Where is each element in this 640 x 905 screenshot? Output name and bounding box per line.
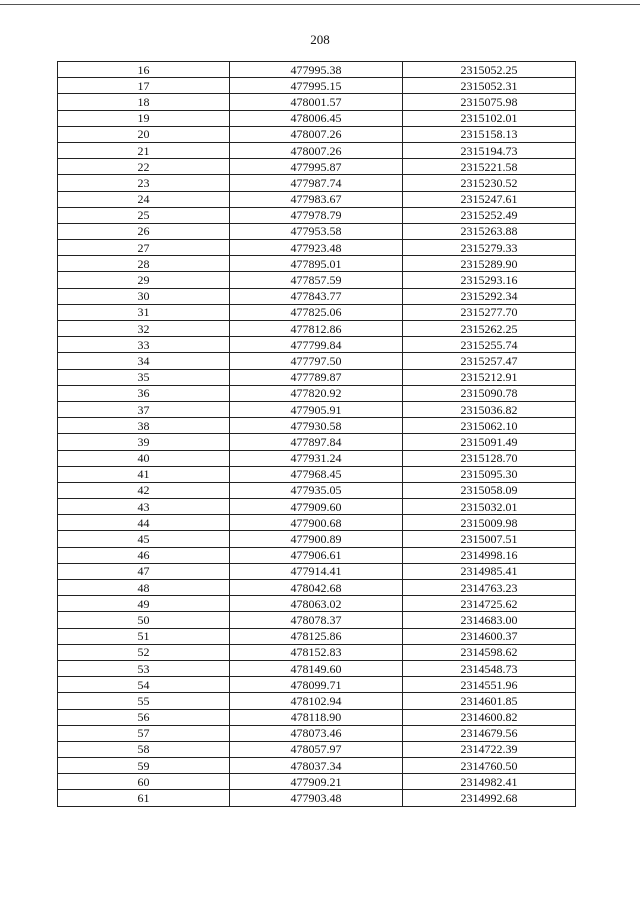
x-coordinate-cell: 477995.15 [230, 78, 403, 94]
point-number-cell: 38 [58, 418, 230, 434]
y-coordinate-cell: 2315263.88 [403, 223, 576, 239]
y-coordinate-cell: 2315221.58 [403, 159, 576, 175]
y-coordinate-cell: 2315158.13 [403, 126, 576, 142]
x-coordinate-cell: 477903.48 [230, 790, 403, 806]
y-coordinate-cell: 2314992.68 [403, 790, 576, 806]
table-row [58, 482, 576, 498]
table-row [58, 774, 576, 790]
point-number-cell: 34 [58, 353, 230, 369]
x-coordinate-cell: 477935.05 [230, 482, 403, 498]
table-row [58, 321, 576, 337]
y-coordinate-cell: 2314551.96 [403, 677, 576, 693]
point-number-cell: 39 [58, 434, 230, 450]
table-row [58, 547, 576, 563]
x-coordinate-cell: 477797.50 [230, 353, 403, 369]
x-coordinate-cell: 478149.60 [230, 660, 403, 676]
table-row [58, 175, 576, 191]
y-coordinate-cell: 2314763.23 [403, 580, 576, 596]
y-coordinate-cell: 2315058.09 [403, 482, 576, 498]
y-coordinate-cell: 2314548.73 [403, 660, 576, 676]
x-coordinate-cell: 477843.77 [230, 288, 403, 304]
table-row [58, 353, 576, 369]
table-row [58, 223, 576, 239]
point-number-cell: 26 [58, 223, 230, 239]
y-coordinate-cell: 2315095.30 [403, 466, 576, 482]
table-row [58, 758, 576, 774]
table-row [58, 385, 576, 401]
x-coordinate-cell: 477987.74 [230, 175, 403, 191]
point-number-cell: 49 [58, 596, 230, 612]
x-coordinate-cell: 478102.94 [230, 693, 403, 709]
point-number-cell: 58 [58, 741, 230, 757]
point-number-cell: 25 [58, 207, 230, 223]
y-coordinate-cell: 2315075.98 [403, 94, 576, 110]
table-row [58, 741, 576, 757]
x-coordinate-cell: 477995.38 [230, 62, 403, 78]
table-row [58, 126, 576, 142]
y-coordinate-cell: 2315032.01 [403, 499, 576, 515]
point-number-cell: 60 [58, 774, 230, 790]
table-row [58, 515, 576, 531]
table-row [58, 304, 576, 320]
y-coordinate-cell: 2314601.85 [403, 693, 576, 709]
x-coordinate-cell: 477923.48 [230, 240, 403, 256]
x-coordinate-cell: 478099.71 [230, 677, 403, 693]
table-row [58, 159, 576, 175]
y-coordinate-cell: 2314600.37 [403, 628, 576, 644]
y-coordinate-cell: 2315257.47 [403, 353, 576, 369]
point-number-cell: 48 [58, 580, 230, 596]
y-coordinate-cell: 2315052.25 [403, 62, 576, 78]
point-number-cell: 55 [58, 693, 230, 709]
point-number-cell: 30 [58, 288, 230, 304]
point-number-cell: 28 [58, 256, 230, 272]
y-coordinate-cell: 2314760.50 [403, 758, 576, 774]
x-coordinate-cell: 478001.57 [230, 94, 403, 110]
y-coordinate-cell: 2315102.01 [403, 110, 576, 126]
y-coordinate-cell: 2315009.98 [403, 515, 576, 531]
x-coordinate-cell: 478042.68 [230, 580, 403, 596]
x-coordinate-cell: 478037.34 [230, 758, 403, 774]
point-number-cell: 45 [58, 531, 230, 547]
x-coordinate-cell: 478073.46 [230, 725, 403, 741]
table-row [58, 725, 576, 741]
x-coordinate-cell: 477906.61 [230, 547, 403, 563]
coordinates-table-body [58, 62, 576, 807]
point-number-cell: 16 [58, 62, 230, 78]
point-number-cell: 51 [58, 628, 230, 644]
point-number-cell: 20 [58, 126, 230, 142]
y-coordinate-cell: 2314722.39 [403, 741, 576, 757]
y-coordinate-cell: 2315091.49 [403, 434, 576, 450]
point-number-cell: 23 [58, 175, 230, 191]
x-coordinate-cell: 477799.84 [230, 337, 403, 353]
y-coordinate-cell: 2315230.52 [403, 175, 576, 191]
point-number-cell: 41 [58, 466, 230, 482]
y-coordinate-cell: 2314725.62 [403, 596, 576, 612]
y-coordinate-cell: 2315247.61 [403, 191, 576, 207]
point-number-cell: 29 [58, 272, 230, 288]
table-row [58, 110, 576, 126]
table-row [58, 596, 576, 612]
table-row [58, 531, 576, 547]
y-coordinate-cell: 2314985.41 [403, 563, 576, 579]
point-number-cell: 44 [58, 515, 230, 531]
y-coordinate-cell: 2315062.10 [403, 418, 576, 434]
table-row [58, 563, 576, 579]
x-coordinate-cell: 477995.87 [230, 159, 403, 175]
table-row [58, 288, 576, 304]
y-coordinate-cell: 2314683.00 [403, 612, 576, 628]
x-coordinate-cell: 477930.58 [230, 418, 403, 434]
point-number-cell: 17 [58, 78, 230, 94]
x-coordinate-cell: 478007.26 [230, 142, 403, 158]
table-row [58, 272, 576, 288]
x-coordinate-cell: 477895.01 [230, 256, 403, 272]
x-coordinate-cell: 477857.59 [230, 272, 403, 288]
x-coordinate-cell: 477909.60 [230, 499, 403, 515]
x-coordinate-cell: 477978.79 [230, 207, 403, 223]
point-number-cell: 21 [58, 142, 230, 158]
table-row [58, 660, 576, 676]
x-coordinate-cell: 478125.86 [230, 628, 403, 644]
table-row [58, 693, 576, 709]
point-number-cell: 53 [58, 660, 230, 676]
table-row [58, 418, 576, 434]
table-row [58, 94, 576, 110]
point-number-cell: 31 [58, 304, 230, 320]
x-coordinate-cell: 478007.26 [230, 126, 403, 142]
point-number-cell: 32 [58, 321, 230, 337]
point-number-cell: 35 [58, 369, 230, 385]
table-row [58, 499, 576, 515]
point-number-cell: 43 [58, 499, 230, 515]
table-row [58, 644, 576, 660]
y-coordinate-cell: 2314998.16 [403, 547, 576, 563]
y-coordinate-cell: 2315289.90 [403, 256, 576, 272]
point-number-cell: 18 [58, 94, 230, 110]
table-row [58, 191, 576, 207]
x-coordinate-cell: 477812.86 [230, 321, 403, 337]
y-coordinate-cell: 2315007.51 [403, 531, 576, 547]
x-coordinate-cell: 477968.45 [230, 466, 403, 482]
x-coordinate-cell: 477914.41 [230, 563, 403, 579]
x-coordinate-cell: 477897.84 [230, 434, 403, 450]
y-coordinate-cell: 2314598.62 [403, 644, 576, 660]
point-number-cell: 22 [58, 159, 230, 175]
y-coordinate-cell: 2314982.41 [403, 774, 576, 790]
point-number-cell: 42 [58, 482, 230, 498]
coordinates-table [57, 61, 576, 807]
point-number-cell: 50 [58, 612, 230, 628]
y-coordinate-cell: 2315128.70 [403, 450, 576, 466]
x-coordinate-cell: 477900.89 [230, 531, 403, 547]
point-number-cell: 61 [58, 790, 230, 806]
point-number-cell: 57 [58, 725, 230, 741]
table-row [58, 78, 576, 94]
y-coordinate-cell: 2315090.78 [403, 385, 576, 401]
y-coordinate-cell: 2315279.33 [403, 240, 576, 256]
table-row [58, 450, 576, 466]
x-coordinate-cell: 478078.37 [230, 612, 403, 628]
y-coordinate-cell: 2315052.31 [403, 78, 576, 94]
table-row [58, 677, 576, 693]
x-coordinate-cell: 477900.68 [230, 515, 403, 531]
table-row [58, 337, 576, 353]
table-row [58, 580, 576, 596]
y-coordinate-cell: 2315212.91 [403, 369, 576, 385]
x-coordinate-cell: 477983.67 [230, 191, 403, 207]
y-coordinate-cell: 2315293.16 [403, 272, 576, 288]
point-number-cell: 46 [58, 547, 230, 563]
x-coordinate-cell: 478152.83 [230, 644, 403, 660]
x-coordinate-cell: 478057.97 [230, 741, 403, 757]
point-number-cell: 37 [58, 401, 230, 417]
y-coordinate-cell: 2315036.82 [403, 401, 576, 417]
y-coordinate-cell: 2314600.82 [403, 709, 576, 725]
y-coordinate-cell: 2315194.73 [403, 142, 576, 158]
table-row [58, 401, 576, 417]
table-row [58, 62, 576, 78]
table-row [58, 240, 576, 256]
table-row [58, 142, 576, 158]
point-number-cell: 47 [58, 563, 230, 579]
x-coordinate-cell: 478118.90 [230, 709, 403, 725]
x-coordinate-cell: 478006.45 [230, 110, 403, 126]
table-row [58, 709, 576, 725]
y-coordinate-cell: 2315277.70 [403, 304, 576, 320]
table-row [58, 434, 576, 450]
y-coordinate-cell: 2314679.56 [403, 725, 576, 741]
point-number-cell: 36 [58, 385, 230, 401]
point-number-cell: 24 [58, 191, 230, 207]
point-number-cell: 56 [58, 709, 230, 725]
y-coordinate-cell: 2315255.74 [403, 337, 576, 353]
y-coordinate-cell: 2315292.34 [403, 288, 576, 304]
y-coordinate-cell: 2315252.49 [403, 207, 576, 223]
x-coordinate-cell: 477909.21 [230, 774, 403, 790]
point-number-cell: 59 [58, 758, 230, 774]
x-coordinate-cell: 477789.87 [230, 369, 403, 385]
x-coordinate-cell: 477820.92 [230, 385, 403, 401]
x-coordinate-cell: 477953.58 [230, 223, 403, 239]
top-rule [0, 4, 640, 5]
point-number-cell: 27 [58, 240, 230, 256]
table-row [58, 790, 576, 806]
table-row [58, 612, 576, 628]
x-coordinate-cell: 477825.06 [230, 304, 403, 320]
table-row [58, 207, 576, 223]
table-row [58, 369, 576, 385]
x-coordinate-cell: 478063.02 [230, 596, 403, 612]
page-number: 208 [310, 32, 330, 47]
x-coordinate-cell: 477905.91 [230, 401, 403, 417]
table-row [58, 466, 576, 482]
table-row [58, 628, 576, 644]
y-coordinate-cell: 2315262.25 [403, 321, 576, 337]
point-number-cell: 52 [58, 644, 230, 660]
table-row [58, 256, 576, 272]
x-coordinate-cell: 477931.24 [230, 450, 403, 466]
point-number-cell: 40 [58, 450, 230, 466]
point-number-cell: 33 [58, 337, 230, 353]
point-number-cell: 19 [58, 110, 230, 126]
point-number-cell: 54 [58, 677, 230, 693]
